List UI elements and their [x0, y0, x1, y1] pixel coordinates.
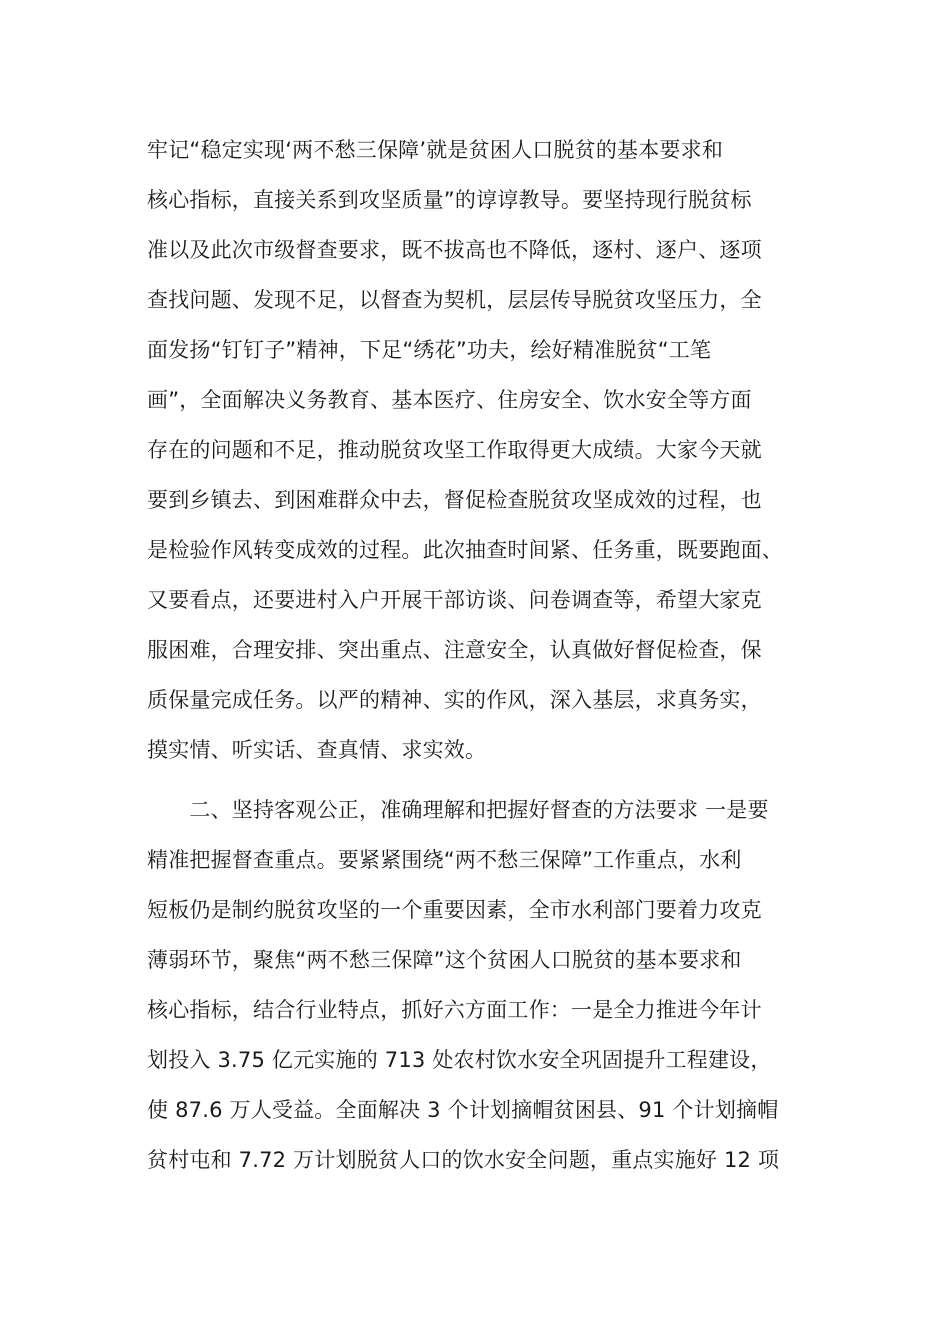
text-line: 存在的问题和不足，推动脱贫攻坚工作取得更大成绩。大家今天就	[147, 438, 762, 462]
text-line: 摸实情、听实话、查真情、求实效。	[147, 738, 487, 762]
text-line: 画”，全面解决义务教育、基本医疗、住房安全、饮水安全等方面	[147, 388, 752, 412]
text-line: 又要看点，还要进村入户开展干部访谈、问卷调查等，希望大家克	[147, 588, 762, 612]
text-line: 薄弱环节，聚焦“两不愁三保障”这个贫困人口脱贫的基本要求和	[147, 948, 742, 972]
text-line: 面发扬“钉钉子”精神，下足“绣花”功夫，绘好精准脱贫“工笔	[147, 338, 712, 362]
text-line: 核心指标，结合行业特点，抓好六方面工作：一是全力推进今年计	[147, 998, 762, 1022]
text-line: 质保量完成任务。以严的精神、实的作风，深入基层，求真务实，	[147, 688, 762, 712]
text-line: 要到乡镇去、到困难群众中去，督促检查脱贫攻坚成效的过程，也	[147, 488, 762, 512]
text-line: 准以及此次市级督查要求，既不拔高也不降低，逐村、逐户、逐项	[147, 238, 762, 262]
text-line: 贫村屯和 7.72 万计划脱贫人口的饮水安全问题，重点实施好 12 项	[147, 1148, 780, 1172]
section-heading-line: 二、坚持客观公正，准确理解和把握好督查的方法要求 一是要	[147, 798, 769, 822]
text-line: 牢记“稳定实现‘两不愁三保障’就是贫困人口脱贫的基本要求和	[147, 138, 724, 162]
text-line: 精准把握督查重点。要紧紧围绕“两不愁三保障”工作重点，水利	[147, 848, 742, 872]
text-line: 查找问题、发现不足，以督查为契机，层层传导脱贫攻坚压力，全	[147, 288, 762, 312]
text-line: 短板仍是制约脱贫攻坚的一个重要因素，全市水利部门要着力攻克	[147, 898, 762, 922]
text-line: 核心指标，直接关系到攻坚质量”的谆谆教导。要坚持现行脱贫标	[147, 188, 752, 212]
text-line: 服困难，合理安排、突出重点、注意安全，认真做好督促检查，保	[147, 638, 762, 662]
text-line: 使 87.6 万人受益。全面解决 3 个计划摘帽贫困县、91 个计划摘帽	[147, 1098, 779, 1122]
text-line: 是检验作风转变成效的过程。此次抽查时间紧、任务重，既要跑面、	[147, 538, 783, 562]
text-line: 划投入 3.75 亿元实施的 713 处农村饮水安全巩固提升工程建设，	[147, 1048, 772, 1072]
